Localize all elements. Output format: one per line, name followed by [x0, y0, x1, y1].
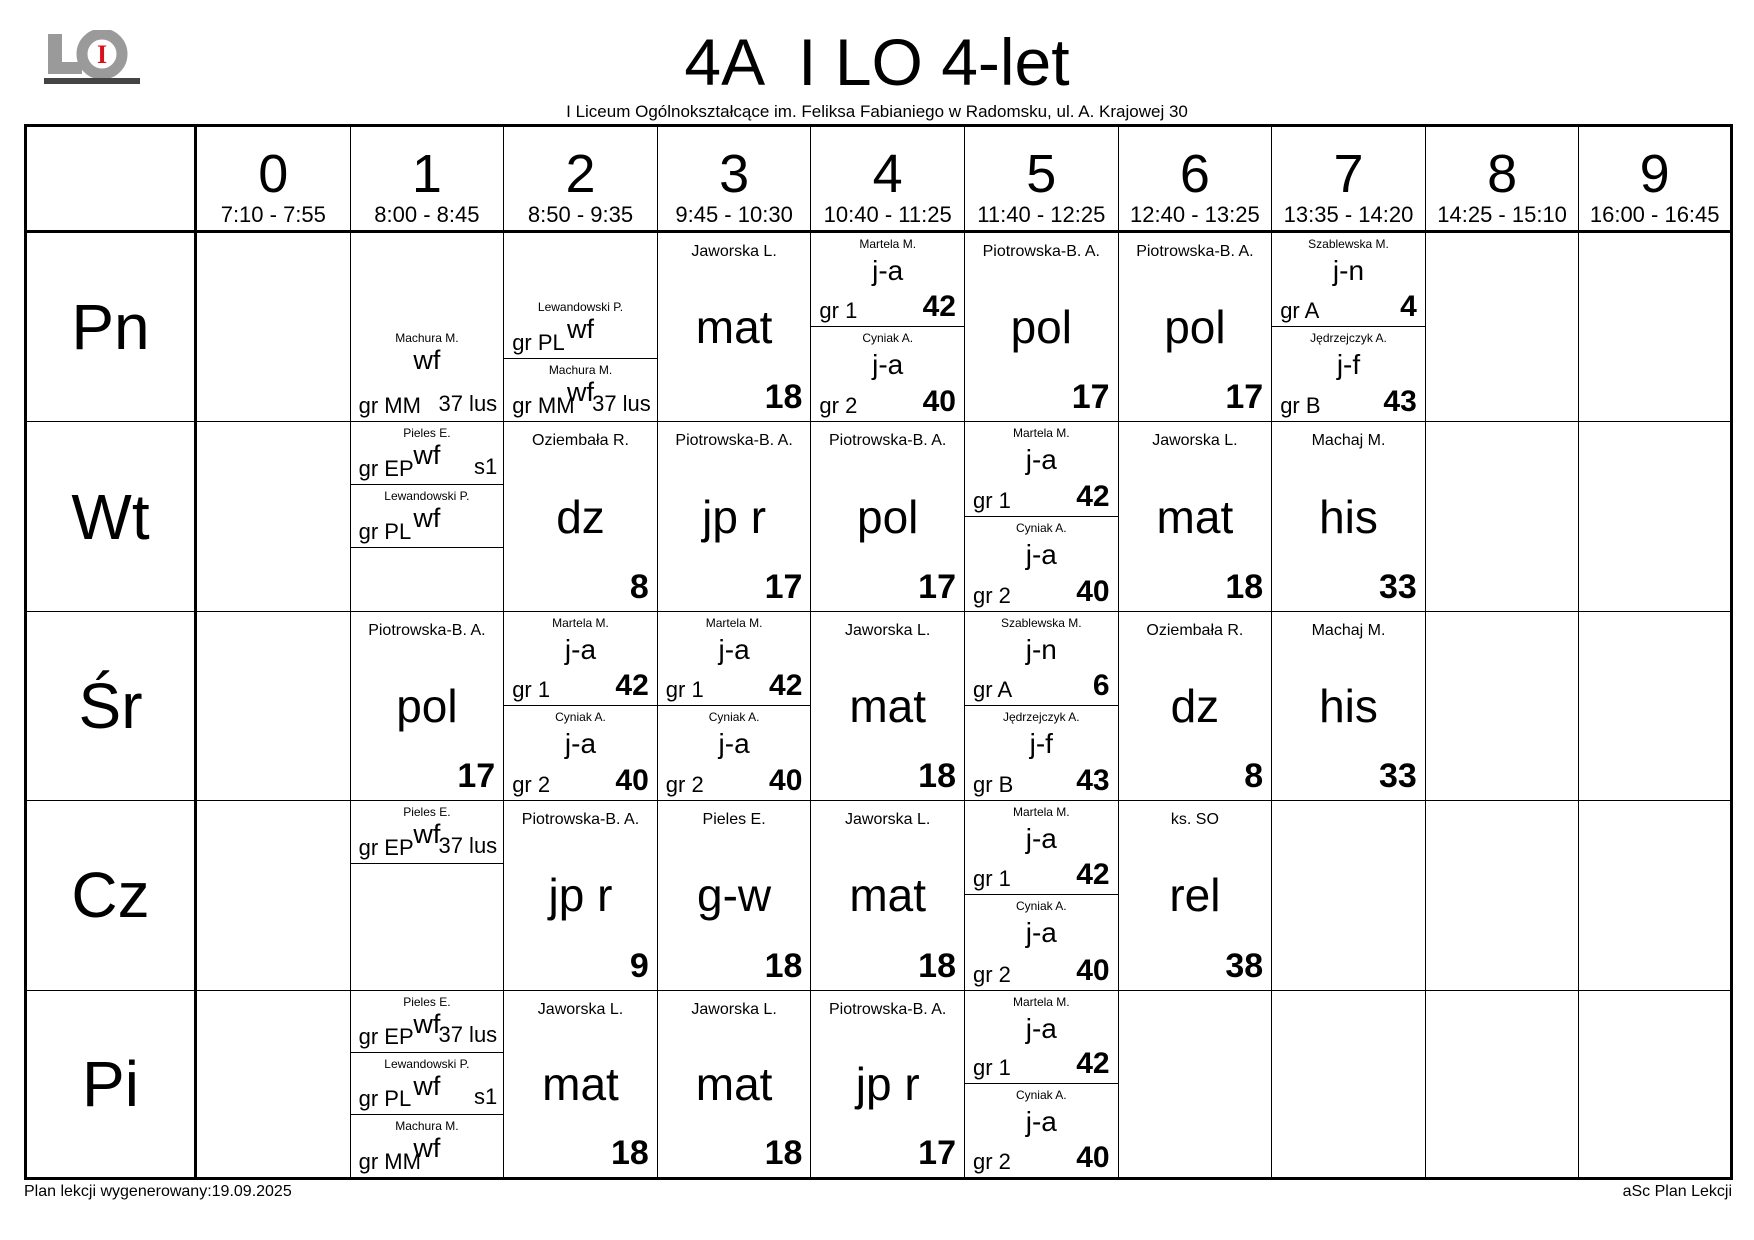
subject-name: wf	[413, 503, 441, 534]
teacher-name: Lewandowski P.	[384, 1056, 470, 1071]
teacher-name: Jaworska L.	[691, 1000, 777, 1018]
lesson[interactable]	[811, 801, 964, 989]
lesson[interactable]	[504, 359, 657, 422]
lesson[interactable]	[811, 612, 964, 800]
teacher-name: Piotrowska-B. A.	[1136, 243, 1254, 260]
teacher-name: Machaj M.	[1311, 621, 1386, 639]
room-number: 17	[457, 757, 496, 796]
lesson[interactable]	[504, 612, 657, 706]
subject-name: pol	[1010, 301, 1072, 354]
subject-name: j-a	[1025, 538, 1057, 570]
lesson[interactable]	[504, 422, 657, 610]
lesson[interactable]	[1272, 612, 1425, 800]
lesson-cell	[351, 422, 505, 611]
lesson-cell	[1579, 422, 1733, 611]
lesson[interactable]	[658, 801, 811, 989]
lesson-cell	[504, 233, 658, 422]
lesson[interactable]	[965, 517, 1118, 611]
room-number: 18	[764, 378, 803, 417]
group-name: gr EP	[358, 1023, 414, 1049]
lesson[interactable]	[658, 991, 811, 1177]
teacher-name: Jaworska L.	[537, 1000, 624, 1018]
lesson[interactable]	[351, 485, 504, 548]
period-time: 8:50 - 9:35	[527, 202, 634, 227]
lesson-cell	[197, 233, 351, 422]
teacher-name: Pieles E.	[403, 805, 451, 820]
teacher-name: Piotrowska-B. A.	[521, 811, 640, 829]
lesson[interactable]	[1119, 233, 1272, 421]
lesson-cell	[1272, 233, 1426, 422]
lesson-cell	[504, 801, 658, 990]
lesson[interactable]	[658, 233, 811, 421]
group-name: gr EP	[358, 456, 414, 482]
lesson[interactable]	[965, 612, 1118, 706]
lesson-cell	[197, 422, 351, 611]
subject-name: mat	[1156, 490, 1234, 543]
lesson-cell	[1426, 233, 1580, 422]
lesson-cell	[1272, 422, 1426, 611]
room-number: 40	[1076, 574, 1110, 608]
subject-name: mat	[849, 679, 927, 732]
subject-name: rel	[1169, 869, 1221, 922]
subject-name: wf	[413, 1070, 441, 1101]
lesson-cell	[1579, 991, 1733, 1180]
period-header	[1426, 127, 1580, 233]
period-number: 0	[258, 144, 289, 204]
room-number: 4	[1400, 290, 1417, 324]
subject-name: mat	[542, 1057, 619, 1110]
lesson-cell	[658, 422, 812, 611]
room-number: 42	[1076, 1046, 1110, 1080]
lesson[interactable]	[1272, 233, 1425, 327]
teacher-name: ks. SO	[1170, 811, 1219, 829]
group-name: gr MM	[358, 393, 421, 419]
subject-name: wf	[566, 313, 594, 344]
group-name: gr B	[973, 772, 1014, 798]
group-name: gr 2	[512, 772, 551, 798]
subject-name: wf	[566, 376, 594, 407]
teacher-name: Lewandowski P.	[384, 489, 470, 504]
subject-name: j-a	[564, 727, 597, 759]
teacher-name: Jaworska L.	[1152, 432, 1238, 450]
period-header	[658, 127, 812, 233]
period-time: 13:35 - 14:20	[1283, 202, 1414, 227]
period-header	[1119, 127, 1273, 233]
lesson[interactable]	[1119, 422, 1272, 610]
teacher-name: Pieles E.	[702, 811, 766, 829]
subject-name: j-a	[872, 349, 904, 381]
room-number: 37 lus	[592, 391, 651, 417]
period-time: 9:45 - 10:30	[675, 202, 793, 227]
lesson-cell	[1119, 422, 1273, 611]
lesson-cell	[351, 612, 505, 801]
period-time: 14:25 - 15:10	[1437, 202, 1567, 227]
room-number: 40	[1076, 1140, 1110, 1174]
period-number: 9	[1639, 144, 1670, 204]
teacher-name: Jaworska L.	[845, 621, 931, 639]
lesson[interactable]	[965, 422, 1118, 516]
lesson[interactable]	[1119, 801, 1272, 989]
teacher-name: Martela M.	[1012, 426, 1070, 441]
page-title: 4A I LO 4-let	[684, 25, 1070, 99]
teacher-name: Jaworska L.	[691, 243, 777, 260]
teacher-name: Szablewska M.	[1000, 615, 1082, 630]
subject-name: jp r	[702, 490, 767, 543]
timetable-grid	[24, 124, 1733, 1180]
subject-name: wf	[413, 819, 441, 850]
subject-name: j-a	[718, 633, 750, 665]
lesson-cell	[197, 991, 351, 1180]
day-header	[27, 801, 197, 990]
subject-name: pol	[857, 490, 919, 543]
subject-name: wf	[413, 1132, 441, 1163]
lesson[interactable]	[811, 991, 964, 1177]
lesson[interactable]	[965, 991, 1118, 1084]
lesson-cell	[1579, 233, 1733, 422]
teacher-name: Piotrowska-B. A.	[829, 1000, 947, 1018]
group-name: gr B	[1280, 393, 1321, 419]
lesson-cell	[1426, 422, 1580, 611]
room-number: 43	[1076, 764, 1110, 798]
subject-name: mat	[695, 1057, 773, 1110]
lesson-cell	[658, 991, 812, 1180]
teacher-name: Machura M.	[395, 1118, 459, 1133]
subject-name: jp r	[548, 869, 613, 922]
day-name: Pi	[82, 1047, 139, 1120]
teacher-name: Piotrowska-B. A.	[675, 432, 793, 450]
subject-name: mat	[695, 301, 773, 354]
teacher-name: Machaj M.	[1311, 432, 1386, 450]
lesson[interactable]	[504, 801, 657, 989]
teacher-name: Cyniak A.	[1015, 899, 1067, 914]
logo-letter: I	[96, 40, 108, 69]
group-name: gr 2	[973, 1148, 1011, 1174]
lesson-cell	[197, 612, 351, 801]
day-name: Wt	[71, 480, 150, 553]
room-number: 38	[1225, 946, 1264, 985]
lesson[interactable]	[351, 991, 504, 1053]
room-number: 18	[918, 757, 956, 796]
lesson-cell	[1272, 612, 1426, 801]
group-name: gr 2	[973, 961, 1011, 987]
subject-name: pol	[396, 679, 458, 732]
teacher-name: Pieles E.	[403, 426, 451, 441]
lesson-cell	[658, 233, 812, 422]
lesson-cell	[351, 233, 505, 422]
period-header	[197, 127, 351, 233]
lesson[interactable]	[351, 612, 504, 800]
room-number: 18	[764, 1133, 803, 1172]
day-header	[27, 233, 197, 422]
lesson-cell	[965, 612, 1119, 801]
teacher-name: Oziembała R.	[532, 432, 629, 450]
room-number: 37 lus	[438, 391, 498, 417]
period-number: 8	[1487, 144, 1518, 204]
subject-name: j-a	[1025, 917, 1057, 949]
room-number: 40	[615, 764, 649, 798]
group-name: gr PL	[358, 1085, 412, 1111]
lesson-cell	[197, 801, 351, 990]
group-name: gr PL	[358, 519, 412, 545]
lesson-cell	[1272, 801, 1426, 990]
subject-name: j-a	[1025, 1105, 1057, 1137]
period-time: 7:10 - 7:55	[220, 202, 326, 227]
lesson[interactable]	[351, 327, 504, 421]
room-number: 40	[922, 385, 956, 419]
period-time: 11:40 - 12:25	[977, 202, 1106, 227]
room-number: s1	[473, 1083, 498, 1109]
day-header	[27, 612, 197, 801]
lesson[interactable]	[1272, 422, 1425, 610]
room-number: 17	[1225, 378, 1264, 417]
lesson[interactable]	[504, 991, 657, 1177]
lesson-cell	[1579, 801, 1733, 990]
lesson[interactable]	[351, 801, 504, 864]
period-time: 10:40 - 11:25	[823, 202, 952, 227]
subject-name: j-a	[1025, 1012, 1057, 1044]
group-name: gr 1	[665, 676, 704, 702]
lesson[interactable]	[965, 801, 1118, 895]
teacher-name: Piotrowska-B. A.	[368, 621, 486, 639]
period-number: 3	[719, 144, 750, 204]
subject-name: mat	[849, 869, 927, 922]
lesson[interactable]	[811, 233, 964, 327]
teacher-name: Jaworska L.	[845, 811, 931, 829]
group-name: gr A	[973, 676, 1013, 702]
subject-name: j-f	[1336, 349, 1361, 381]
teacher-name: Machura M.	[395, 331, 459, 346]
room-number: 43	[1383, 385, 1417, 419]
period-header	[351, 127, 505, 233]
teacher-name: Lewandowski P.	[537, 299, 624, 314]
room-number: 17	[764, 567, 803, 606]
day-name: Cz	[71, 859, 150, 932]
teacher-name: Cyniak A.	[1015, 1087, 1067, 1102]
subject-name: dz	[556, 490, 605, 543]
lesson-cell	[351, 991, 505, 1180]
lesson[interactable]	[965, 1084, 1118, 1177]
teacher-name: Cyniak A.	[862, 331, 914, 346]
room-number: 33	[1378, 757, 1417, 796]
period-header	[1272, 127, 1426, 233]
lesson[interactable]	[351, 1115, 504, 1177]
room-number: 18	[610, 1133, 649, 1172]
lesson-cell	[1426, 801, 1580, 990]
period-number: 6	[1179, 144, 1210, 204]
subject-name: j-a	[1025, 823, 1057, 855]
lesson-cell	[965, 991, 1119, 1180]
teacher-name: Martela M.	[1012, 805, 1070, 820]
teacher-name: Martela M.	[859, 237, 917, 251]
lesson[interactable]	[504, 296, 657, 359]
room-number: 42	[922, 290, 956, 324]
room-number: s1	[473, 454, 498, 480]
subject-name: jp r	[855, 1057, 920, 1110]
group-name: gr PL	[512, 329, 565, 355]
lesson-cell	[1119, 612, 1273, 801]
subject-name: wf	[413, 440, 441, 471]
lesson[interactable]	[658, 612, 811, 706]
corner-cell	[27, 127, 197, 233]
lesson-cell	[965, 801, 1119, 990]
period-time: 16:00 - 16:45	[1589, 202, 1720, 227]
generated-date: Plan lekcji wygenerowany:19.09.2025	[24, 1183, 292, 1200]
room-number: 42	[769, 668, 803, 702]
room-number: 17	[1071, 378, 1110, 417]
teacher-name: Szablewska M.	[1308, 237, 1389, 251]
teacher-name: Piotrowska-B. A.	[829, 432, 947, 450]
subject-name: j-n	[1025, 633, 1057, 665]
group-name: gr A	[1280, 298, 1320, 324]
lesson-cell	[351, 801, 505, 990]
room-number: 9	[629, 946, 649, 985]
teacher-name: Cyniak A.	[1015, 520, 1067, 535]
room-number: 42	[1076, 479, 1110, 513]
subject-name: g-w	[697, 869, 772, 922]
subject-name: his	[1319, 490, 1378, 543]
period-number: 1	[411, 144, 442, 204]
room-number: 8	[1244, 757, 1264, 796]
teacher-name: Machura M.	[548, 362, 613, 377]
period-number: 5	[1026, 144, 1057, 204]
lesson[interactable]	[658, 422, 811, 610]
lesson-cell	[1579, 612, 1733, 801]
lesson-cell	[811, 233, 965, 422]
lesson-cell	[1119, 991, 1273, 1180]
day-name: Pn	[71, 291, 150, 364]
teacher-name: Cyniak A.	[708, 709, 760, 724]
subject-name: j-a	[718, 727, 750, 759]
subject-name: wf	[413, 1008, 441, 1039]
lesson-cell	[811, 991, 965, 1180]
group-name: gr 1	[973, 1054, 1011, 1080]
teacher-name: Martela M.	[1012, 994, 1070, 1009]
lesson-cell	[1426, 612, 1580, 801]
lesson[interactable]	[1119, 612, 1272, 800]
lesson-cell	[658, 612, 812, 801]
room-number: 17	[918, 1133, 956, 1172]
teacher-name: Pieles E.	[403, 994, 451, 1009]
teacher-name: Jędrzejczyk A.	[1002, 709, 1080, 724]
group-name: gr 2	[973, 582, 1011, 608]
group-name: gr 1	[973, 487, 1011, 513]
teacher-name: Martela M.	[705, 615, 763, 630]
subject-name: j-a	[1025, 444, 1057, 476]
lesson[interactable]	[351, 422, 504, 485]
room-number: 42	[615, 668, 649, 702]
lesson-cell	[1119, 233, 1273, 422]
room-number: 33	[1378, 567, 1417, 606]
lesson-cell	[965, 422, 1119, 611]
lesson[interactable]	[965, 706, 1118, 800]
lesson-cell	[1272, 991, 1426, 1180]
period-number: 2	[565, 144, 596, 204]
lesson[interactable]	[965, 233, 1118, 421]
group-name: gr 1	[819, 298, 858, 324]
subject-name: dz	[1170, 679, 1220, 732]
room-number: 37 lus	[438, 1021, 498, 1047]
day-header	[27, 422, 197, 611]
room-number: 18	[1225, 567, 1264, 606]
lesson-cell	[1119, 801, 1273, 990]
day-name: Śr	[78, 669, 143, 742]
teacher-name: Piotrowska-B. A.	[982, 243, 1100, 260]
subject-name: j-a	[872, 255, 904, 286]
group-name: gr EP	[358, 834, 414, 860]
app-name: aSc Plan Lekcji	[1622, 1183, 1732, 1200]
lesson-cell	[504, 612, 658, 801]
room-number: 18	[764, 946, 803, 985]
period-time: 8:00 - 8:45	[374, 202, 480, 227]
lesson-cell	[1426, 991, 1580, 1180]
lesson-cell	[658, 801, 812, 990]
room-number: 17	[918, 567, 956, 606]
group-name: gr MM	[358, 1148, 421, 1174]
subject-name: j-f	[1029, 727, 1053, 759]
room-number: 40	[769, 764, 803, 798]
subject-name: j-a	[564, 633, 597, 665]
lesson[interactable]	[1272, 327, 1425, 421]
lesson-cell	[811, 801, 965, 990]
room-number: 37 lus	[438, 832, 498, 858]
teacher-name: Jędrzejczyk A.	[1310, 331, 1387, 346]
subject-name: wf	[413, 345, 441, 376]
group-name: gr 1	[512, 676, 551, 702]
room-number: 40	[1076, 953, 1110, 987]
lesson-cell	[811, 422, 965, 611]
period-number: 7	[1333, 144, 1364, 204]
lesson-cell	[965, 233, 1119, 422]
period-time: 12:40 - 13:25	[1130, 202, 1260, 227]
lesson[interactable]	[351, 1053, 504, 1115]
subject-name: his	[1319, 679, 1378, 732]
room-number: 6	[1092, 668, 1110, 702]
group-name: gr MM	[512, 393, 575, 419]
period-number: 4	[872, 144, 903, 204]
teacher-name: Martela M.	[552, 615, 609, 630]
room-number: 18	[918, 946, 956, 985]
room-number: 8	[629, 567, 649, 606]
school-address: I Liceum Ogólnokształcące im. Feliksa Fabianiego w Radomsku, ul. A. Krajowej 30	[566, 102, 1188, 121]
room-number: 42	[1076, 858, 1110, 892]
lesson-cell	[811, 612, 965, 801]
subject-name: j-n	[1332, 255, 1365, 286]
lesson-cell	[504, 991, 658, 1180]
period-header	[504, 127, 658, 233]
lesson[interactable]	[504, 706, 657, 800]
period-header	[811, 127, 965, 233]
lesson[interactable]	[811, 327, 964, 421]
group-name: gr 2	[819, 393, 858, 419]
period-header	[1579, 127, 1733, 233]
teacher-name: Oziembała R.	[1146, 621, 1244, 639]
lesson[interactable]	[811, 422, 964, 610]
teacher-name: Cyniak A.	[555, 709, 606, 724]
group-name: gr 1	[973, 866, 1011, 892]
lesson-cell	[504, 422, 658, 611]
subject-name: pol	[1164, 301, 1226, 354]
lesson[interactable]	[658, 706, 811, 800]
day-header	[27, 991, 197, 1180]
lesson[interactable]	[965, 895, 1118, 989]
group-name: gr 2	[665, 772, 704, 798]
period-header	[965, 127, 1119, 233]
